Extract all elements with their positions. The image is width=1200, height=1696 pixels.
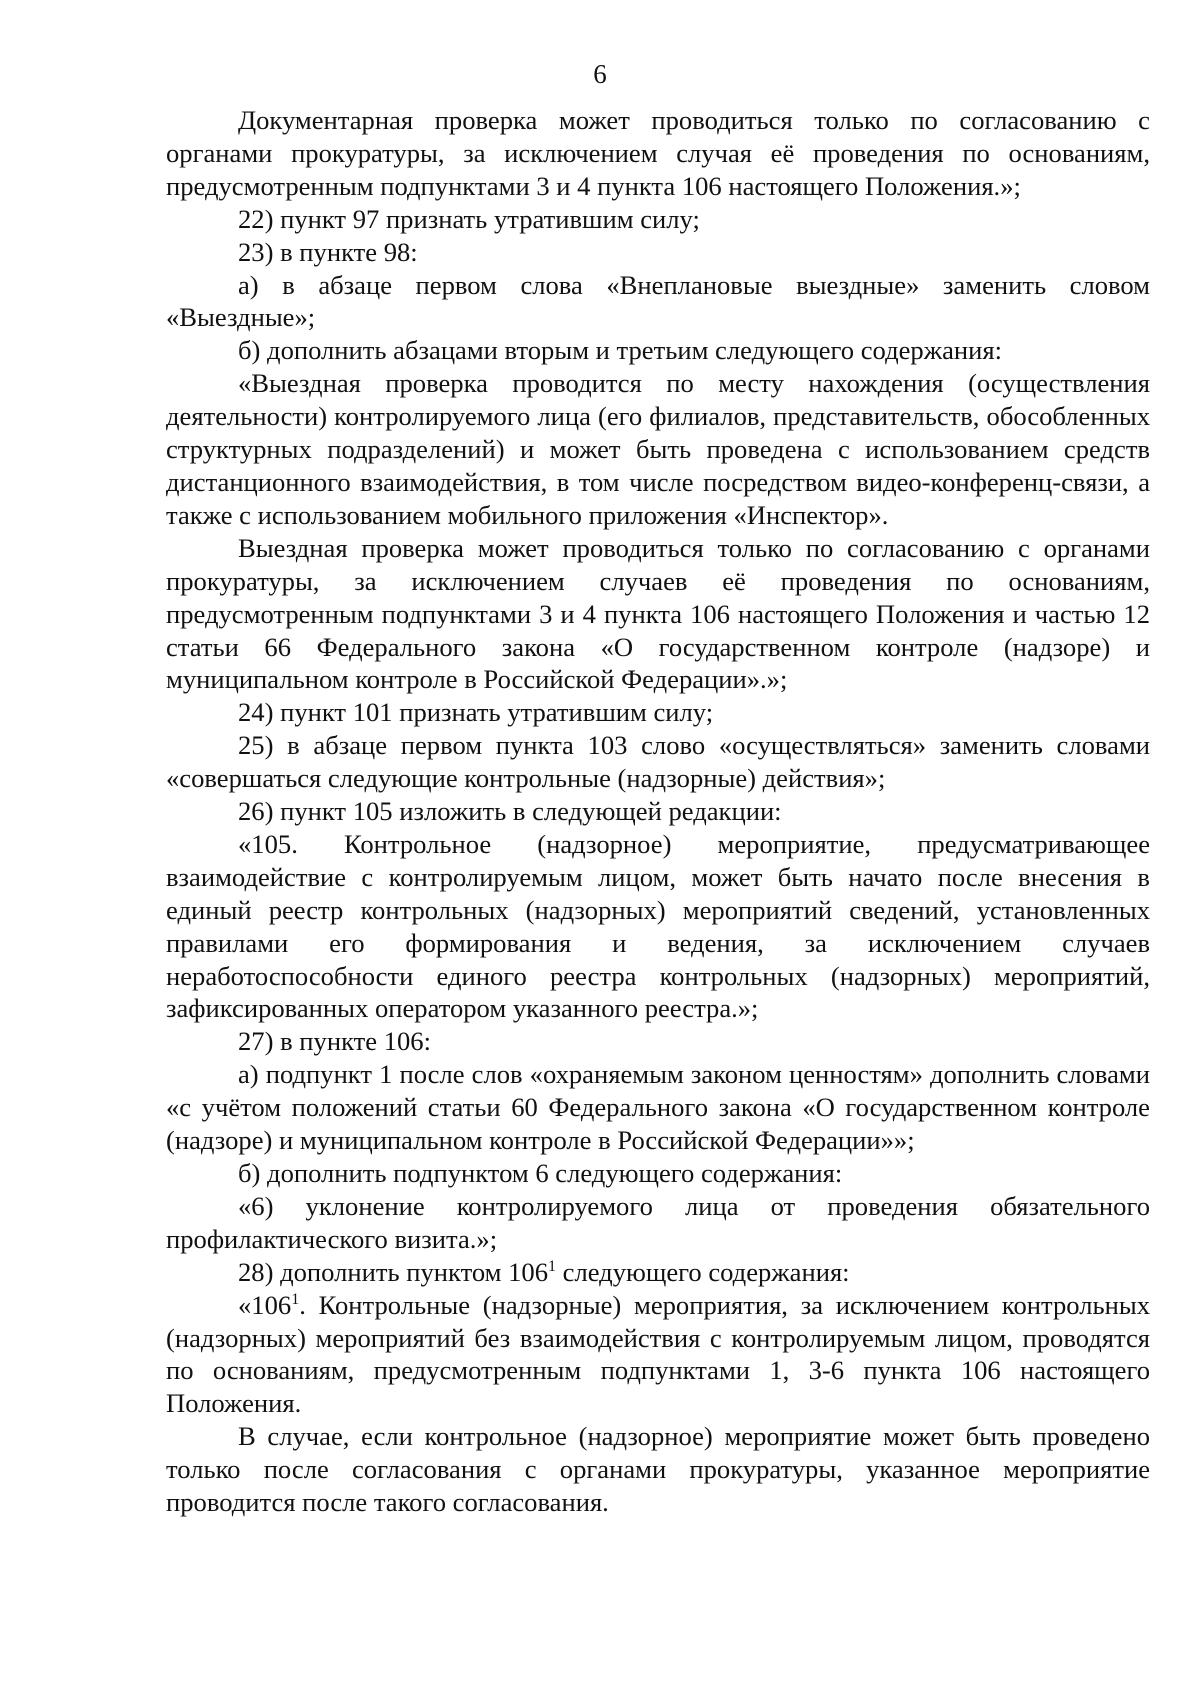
paragraph-item-23-a: а) в абзаце первом слова «Внеплановые выездные» заменить словом «Выездные»; — [166, 269, 1150, 333]
paragraph-field-check-place: «Выездная проверка проводится по месту нахождения (осуществления деятельности) контролируемого лица (его филиалов, представительств, обособленных структурных подразделений) и может быть проведена с использованием средств дистанционного взаимодействия, в том числе посредством видео-конференц-связи, а также с использованием мобильного приложения «Инспектор». — [166, 368, 1150, 530]
paragraph-item-27: 27) в пункте 106: — [238, 1026, 431, 1057]
paragraph-item-26: 26) пункт 105 изложить в следующей редакции: — [238, 796, 782, 827]
item-106-1-text-before: «106 — [238, 1289, 292, 1320]
paragraph-item-106-1-text — [166, 1289, 1150, 1421]
paragraph-subitem-6-text: «6) уклонение контролируемого лица от проведения обязательного профилактического визита.»; — [166, 1190, 1150, 1254]
paragraph-item-27-a: а) подпункт 1 после слов «охраняемым законом ценностям» дополнить словами «с учётом положений статьи 60 Федерального закона «О государственном контроле (надзоре) и муниципальном контроле в Российской Федерации»»; — [166, 1059, 1150, 1156]
paragraph-item-22: 22) пункт 97 признать утратившим силу; — [238, 203, 700, 234]
item-28-superscript: 1 — [548, 1257, 556, 1275]
paragraph-item-23: 23) в пункте 98: — [238, 236, 418, 267]
item-28-text-after: следующего содержания: — [556, 1256, 850, 1287]
paragraph-item-23-b: б) дополнить абзацами вторым и третьим следующего содержания: — [238, 335, 1002, 366]
document-body — [166, 104, 1150, 1519]
paragraph-item-25: 25) в абзаце первом пункта 103 слово «осуществляться» заменить словами «совершаться следующие контрольные (надзорные) действия»; — [166, 730, 1150, 794]
item-28-text-before: 28) дополнить пунктом 106 — [238, 1256, 548, 1287]
paragraph-item-105-text: «105. Контрольное (надзорное) мероприятие, предусматривающее взаимодействие с контролируемым лицом, может быть начато после внесения в единый реестр контрольных (надзорных) мероприятий сведений, установленных правилами его формирования и ведения, за исключением случаев неработоспособности единого реестра контрольных (надзорных) мероприятий, зафиксированных оператором указанного реестра.»; — [166, 828, 1150, 1024]
paragraph-item-27-b: б) дополнить подпунктом 6 следующего содержания: — [238, 1158, 843, 1188]
item-106-1-text-after: . Контрольные (надзорные) мероприятия, за исключением контрольных (надзорных) мероприятий без взаимодействия с контролируемым лицом, проводятся по основаниям, предусмотренным подпунктами 1, 3-6 пункта 106 настоящего Положения. — [166, 1289, 1150, 1419]
paragraph-documentary-check: Документарная проверка может проводиться только по согласованию с органами прокуратуры, за исключением случая её проведения по основаниям, предусмотренным подпунктами 3 и 4 пункта 106 настоящего Положения.»; — [166, 105, 1150, 201]
paragraph-field-check-agreement: Выездная проверка может проводиться только по согласованию с органами прокуратуры, за исключением случаев её проведения по основаниям, предусмотренным подпунктами 3 и 4 пункта 106 настоящего Положения и частью 12 статьи 66 Федерального закона «О государственном контроле (надзоре) и муниципальном контроле в Российской Федерации».»; — [166, 532, 1150, 695]
page-number: 6 — [593, 59, 607, 89]
item-106-1-superscript: 1 — [291, 1290, 300, 1308]
paragraph-item-28 — [166, 1256, 1150, 1289]
paragraph-final-agreement: В случае, если контрольное (надзорное) мероприятие может быть проведено только после согласования с органами прокуратуры, указанное мероприятие проводится после такого согласования. — [166, 1421, 1150, 1518]
paragraph-item-24: 24) пункт 101 признать утратившим силу; — [238, 697, 714, 728]
